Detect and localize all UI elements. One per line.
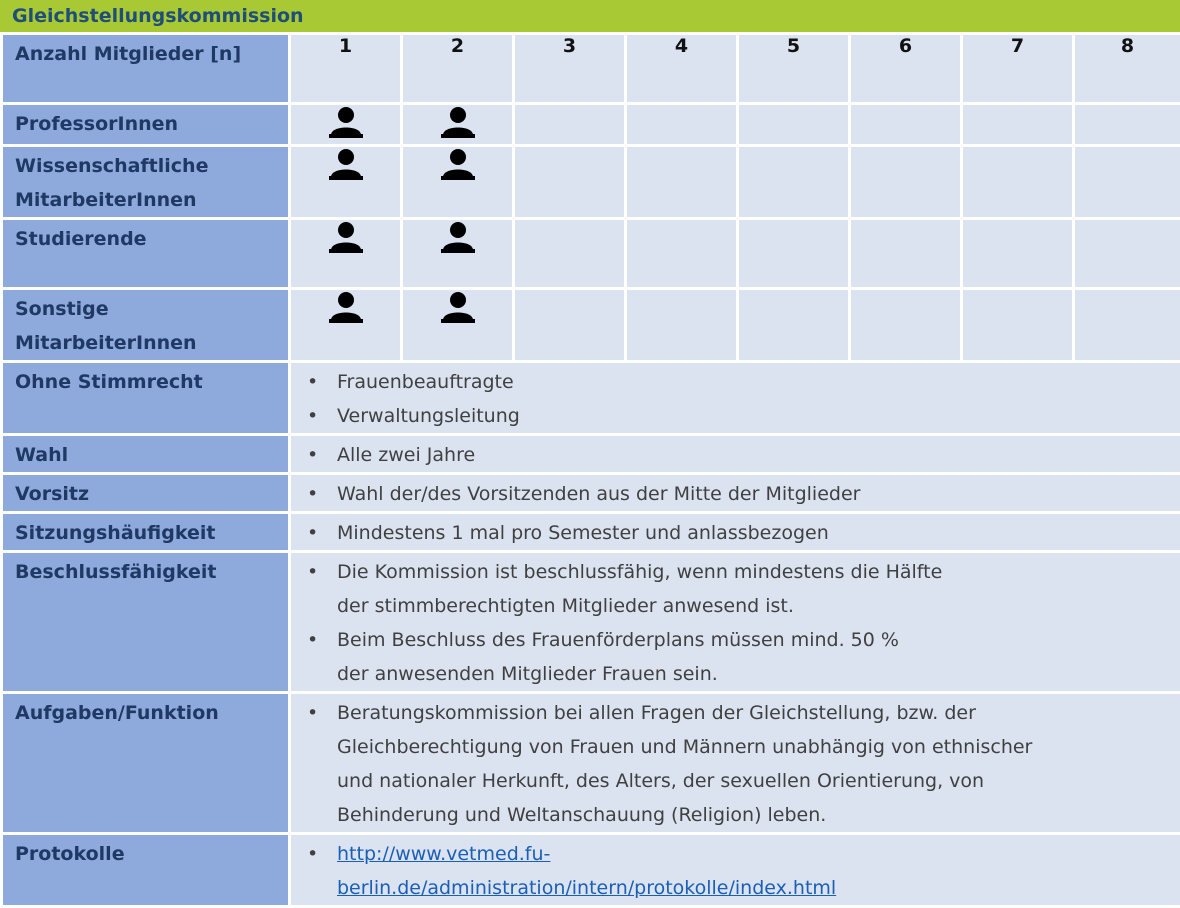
- list-item: • Verwaltungsleitung: [307, 399, 1180, 433]
- list-item: • Beratungskommission bei allen Fragen der Gleichstellung, bzw. der Gleichberechtigung von Frauen und Männern unabhängig von ethnischer und nationaler Herkunft, des Alters, der sexuellen Orientierung, von Behinderung und Weltanschauung (Religion) leben.: [307, 696, 1180, 832]
- seat-cell: [962, 146, 1074, 219]
- beschluss-content: [290, 552, 1180, 693]
- seat-cell: [738, 219, 850, 289]
- protokolle-link[interactable]: http://www.vetmed.fu- berlin.de/administration/intern/protokolle/index.html: [337, 837, 1180, 905]
- member-number-2: 2: [402, 34, 514, 104]
- row-label-sitzung: Sitzungshäufigkeit: [2, 513, 290, 552]
- seat-cell: [402, 146, 514, 219]
- seat-cell: [738, 289, 850, 362]
- row-label-wiss-mitarbeiter: [2, 146, 290, 219]
- seat-cell: [1074, 146, 1180, 219]
- list-item: • http://www.vetmed.fu- berlin.de/administration/intern/protokolle/index.html: [307, 837, 1180, 905]
- seat-cell: [290, 219, 402, 289]
- person-icon: [438, 105, 478, 144]
- row-label-beschluss: Beschlussfähigkeit: [2, 552, 290, 693]
- person-icon: [326, 105, 366, 144]
- member-number-6: 6: [850, 34, 962, 104]
- table-row: [2, 693, 1180, 834]
- table-row: [2, 513, 1180, 552]
- row-label-professoren: ProfessorInnen: [2, 104, 290, 146]
- row-label-sonstige: [2, 289, 290, 362]
- seat-cell: [402, 219, 514, 289]
- seat-cell: [402, 104, 514, 146]
- table-row: [2, 219, 1180, 289]
- seat-cell: [514, 289, 626, 362]
- committee-table: [0, 32, 1180, 908]
- table-row: [2, 289, 1180, 362]
- seat-cell: [626, 104, 738, 146]
- seat-cell: [1074, 289, 1180, 362]
- protokolle-content: [290, 834, 1180, 907]
- member-number-3: 3: [514, 34, 626, 104]
- row-label-line: Wissenschaftliche: [15, 149, 288, 183]
- row-label-ohne-stimmrecht: Ohne Stimmrecht: [2, 362, 290, 435]
- seat-cell: [514, 219, 626, 289]
- header-row: [2, 34, 1180, 104]
- person-icon: [326, 220, 366, 259]
- seat-cell: [290, 289, 402, 362]
- row-label-line: Sonstige: [15, 292, 288, 326]
- table-row: [2, 362, 1180, 435]
- seat-cell: [850, 146, 962, 219]
- row-label-wahl: Wahl: [2, 435, 290, 474]
- list-item: • Wahl der/des Vorsitzenden aus der Mitte der Mitglieder: [307, 477, 1180, 511]
- list-item: • Die Kommission ist beschlussfähig, wenn mindestens die Hälfte der stimmberechtigten Mitglieder anwesend ist.: [307, 555, 1180, 623]
- table-row: [2, 435, 1180, 474]
- person-icon: [326, 147, 366, 186]
- row-label-protokolle: Protokolle: [2, 834, 290, 907]
- seat-cell: [962, 104, 1074, 146]
- member-number-1: 1: [290, 34, 402, 104]
- seat-cell: [290, 146, 402, 219]
- seat-cell: [514, 146, 626, 219]
- wahl-content: [290, 435, 1180, 474]
- list-item: • Beim Beschluss des Frauenförderplans müssen mind. 50 % der anwesenden Mitglieder Frauen sein.: [307, 623, 1180, 691]
- member-number-8: 8: [1074, 34, 1180, 104]
- row-label-line: MitarbeiterInnen: [15, 183, 288, 217]
- table-row: [2, 552, 1180, 693]
- seat-cell: [626, 146, 738, 219]
- seat-cell: [290, 104, 402, 146]
- row-label-studierende: Studierende: [2, 219, 290, 289]
- row-label-vorsitz: Vorsitz: [2, 474, 290, 513]
- page-title: Gleichstellungskommission: [0, 0, 1180, 32]
- member-number-4: 4: [626, 34, 738, 104]
- person-icon: [438, 220, 478, 259]
- row-label-line: MitarbeiterInnen: [15, 326, 288, 360]
- member-number-5: 5: [738, 34, 850, 104]
- seat-cell: [514, 104, 626, 146]
- member-number-7: 7: [962, 34, 1074, 104]
- seat-cell: [850, 104, 962, 146]
- aufgaben-content: [290, 693, 1180, 834]
- row-label-aufgaben: Aufgaben/Funktion: [2, 693, 290, 834]
- seat-cell: [402, 289, 514, 362]
- table-row: [2, 834, 1180, 907]
- vorsitz-content: [290, 474, 1180, 513]
- list-item: • Alle zwei Jahre: [307, 438, 1180, 472]
- person-icon: [438, 290, 478, 329]
- seat-cell: [738, 104, 850, 146]
- seat-cell: [1074, 104, 1180, 146]
- table-row: [2, 146, 1180, 219]
- seat-cell: [626, 289, 738, 362]
- seat-cell: [850, 289, 962, 362]
- seat-cell: [850, 219, 962, 289]
- person-icon: [326, 290, 366, 329]
- table-row: [2, 474, 1180, 513]
- seat-cell: [1074, 219, 1180, 289]
- seat-cell: [962, 289, 1074, 362]
- table-row: [2, 104, 1180, 146]
- members-count-label: Anzahl Mitglieder [n]: [2, 34, 290, 104]
- seat-cell: [738, 146, 850, 219]
- seat-cell: [962, 219, 1074, 289]
- seat-cell: [626, 219, 738, 289]
- person-icon: [438, 147, 478, 186]
- list-item: • Mindestens 1 mal pro Semester und anlassbezogen: [307, 516, 1180, 550]
- list-item: • Frauenbeauftragte: [307, 365, 1180, 399]
- sitzung-content: [290, 513, 1180, 552]
- ohne-stimmrecht-content: [290, 362, 1180, 435]
